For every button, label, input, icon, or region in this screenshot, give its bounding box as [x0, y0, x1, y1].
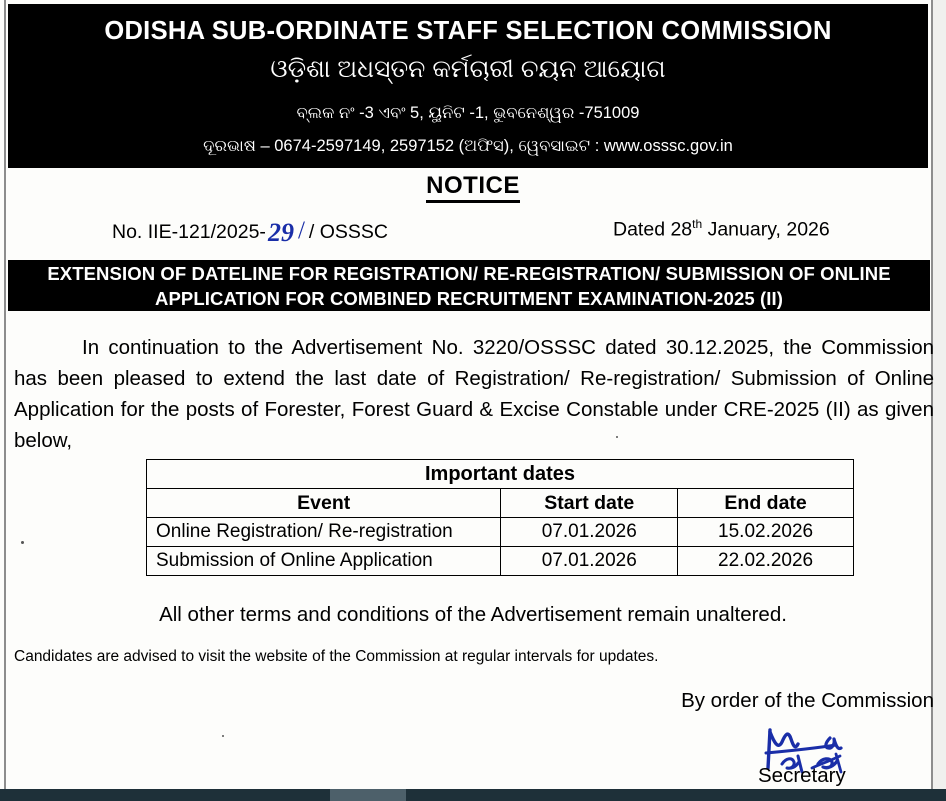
- cell-start-date: 07.01.2026: [501, 547, 678, 576]
- column-header-end-date: End date: [678, 489, 854, 518]
- by-order-line: By order of the Commission: [681, 689, 934, 712]
- notice-date-prefix: Dated 28: [613, 218, 693, 241]
- bottom-scrollbar-track[interactable]: [0, 789, 946, 801]
- office-address-odia: ବ୍ଲକ ନଂ -3 ଏବଂ 5, ୟୁନିଟ -1, ଭୁବନେଶ୍ୱର -751009: [296, 104, 640, 122]
- organization-name-odia: ଓଡ଼ିଶା ଅଧସ୍ତନ କର୍ମଚାରୀ ଚୟନ ଆୟୋଗ: [270, 55, 666, 83]
- reference-row: [0, 217, 946, 247]
- table-title-row: [147, 460, 854, 489]
- page-border-left: [4, 0, 6, 789]
- notice-heading-text: NOTICE: [426, 172, 520, 203]
- scan-speck: [616, 436, 618, 438]
- signature-block: [740, 720, 930, 789]
- handwritten-slash: /: [297, 217, 305, 244]
- important-dates-table: [146, 459, 854, 576]
- organization-name-english: ODISHA SUB-ORDINATE STAFF SELECTION COMMISSION: [104, 17, 832, 45]
- notice-date-ordinal: th: [692, 217, 703, 231]
- table-title: Important dates: [147, 460, 854, 489]
- cell-end-date: 22.02.2026: [678, 547, 854, 576]
- reference-number-suffix: / OSSSC: [308, 221, 388, 243]
- column-header-start-date: Start date: [501, 489, 678, 518]
- reference-number: [112, 217, 388, 248]
- column-header-event: Event: [147, 489, 501, 518]
- candidate-advisory-note: Candidates are advised to visit the website of the Commission at regular intervals for updates.: [14, 648, 659, 665]
- cell-start-date: 07.01.2026: [501, 518, 678, 547]
- notice-date-rest: January, 2026: [702, 218, 830, 241]
- cell-event: Online Registration/ Re-registration: [147, 518, 501, 547]
- body-paragraph-text: In continuation to the Advertisement No. 3220/OSSSC dated 30.12.2025, the Commission has been pleased to extend the last date of Registration/ Re-registration/ Submission of Online Application for the posts of Forester, Forest Guard & Excise Constable under CRE-2025 (II) as given below,: [14, 336, 934, 452]
- table-row: [147, 547, 854, 576]
- notice-date: [613, 217, 830, 242]
- office-contact-odia: ଦୂରଭାଷ – 0674-2597149, 2597152 (ଅଫିସ), ୱେବସାଇଟ : www.osssc.gov.in: [203, 137, 733, 155]
- handwritten-serial-number: 29: [267, 218, 294, 247]
- scan-speck: [21, 541, 24, 544]
- table-header-row: [147, 489, 854, 518]
- subject-banner: EXTENSION OF DATELINE FOR REGISTRATION/ RE-REGISTRATION/ SUBMISSION OF ONLINE APPLICATION FOR COMBINED RECRUITMENT EXAMINATION-2025 (II): [8, 260, 930, 311]
- body-paragraph: [14, 332, 934, 456]
- horizontal-scrollbar-thumb[interactable]: [330, 789, 406, 801]
- scan-speck: [222, 735, 224, 737]
- page-right-margin: [933, 0, 946, 789]
- closing-statement: All other terms and conditions of the Advertisement remain unaltered.: [159, 603, 787, 626]
- letterhead-banner: [8, 4, 928, 168]
- cell-end-date: 15.02.2026: [678, 518, 854, 547]
- notice-heading: [0, 172, 946, 200]
- table-row: [147, 518, 854, 547]
- reference-number-prefix: No. IIE-121/2025-: [112, 221, 266, 243]
- cell-event: Submission of Online Application: [147, 547, 501, 576]
- signatory-designation: Secretary: [758, 764, 846, 787]
